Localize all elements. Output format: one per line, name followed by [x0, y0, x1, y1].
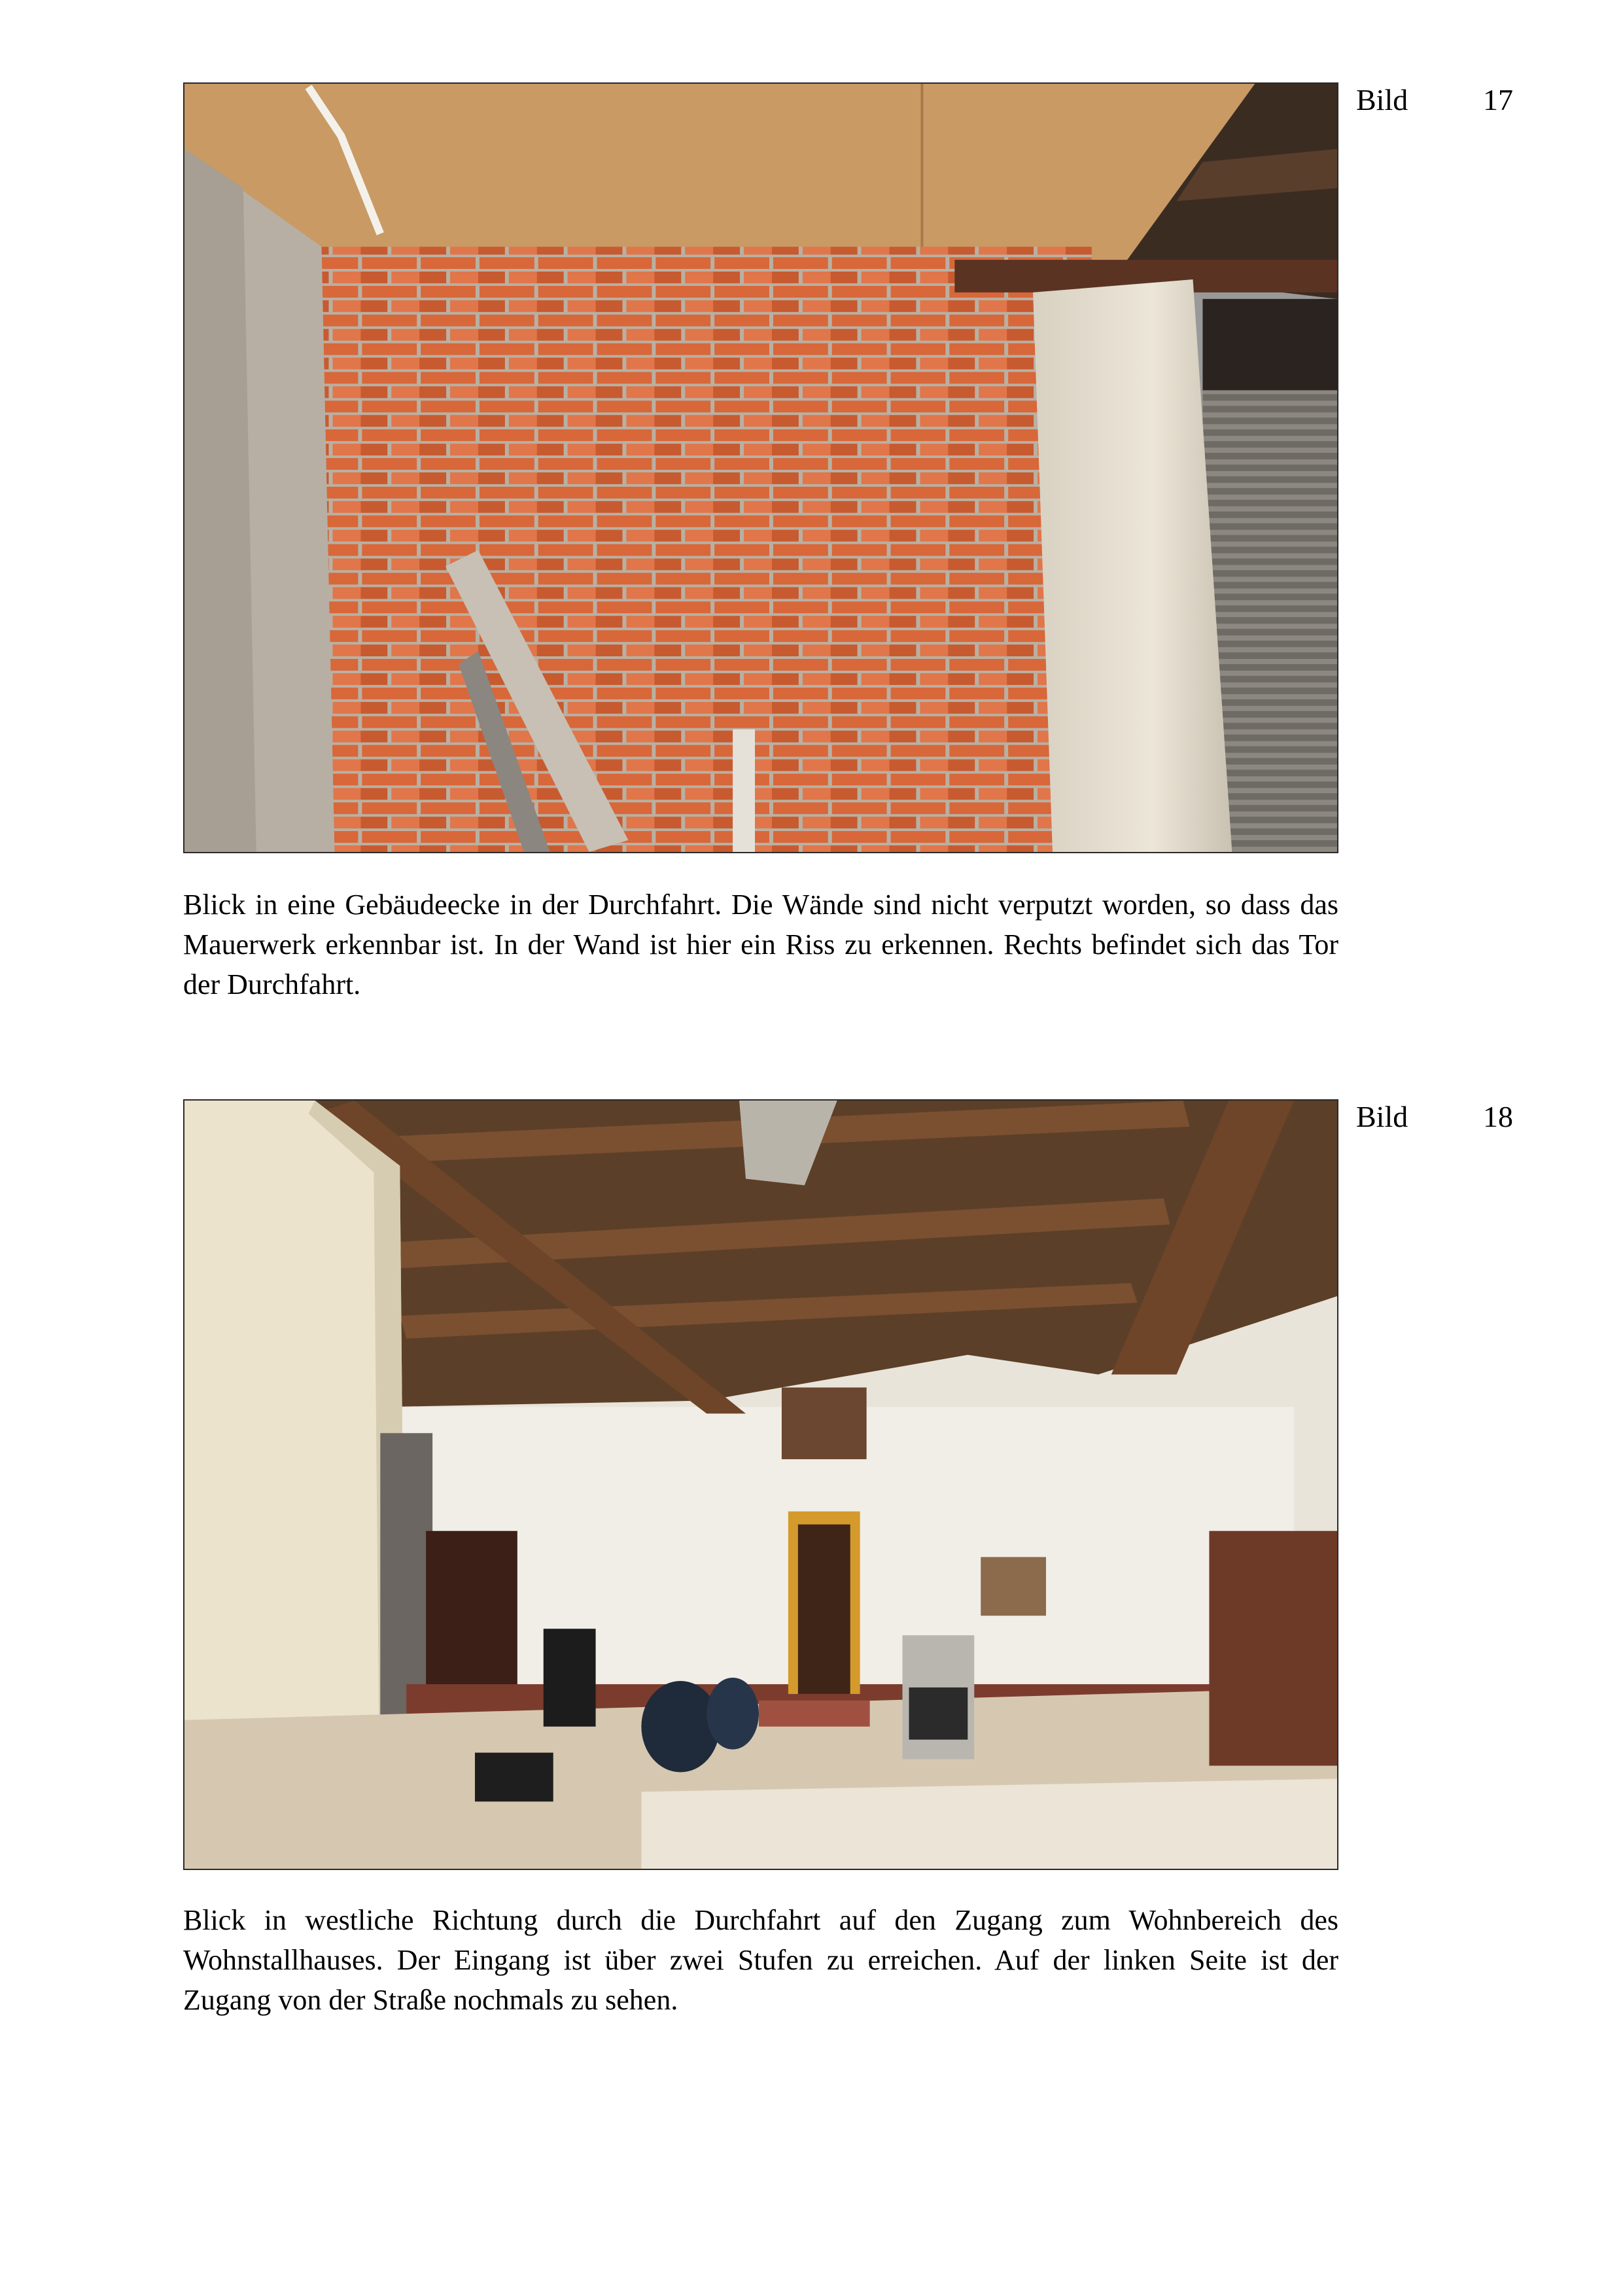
figure-label-text: Bild: [1356, 83, 1408, 116]
photo-passage-interior: [183, 1099, 1338, 1870]
figure-label: [1356, 82, 1513, 117]
figure-label: [1356, 1099, 1513, 1134]
figure-label-text: Bild: [1356, 1100, 1408, 1133]
figure-number: 17: [1483, 83, 1513, 116]
figure-caption: Blick in eine Gebäudeecke in der Durchfahrt. Die Wände sind nicht verputzt worden, so dass das Mauerwerk erkennbar ist. In der Wand ist hier ein Riss zu erkennen. Rechts befindet sich das Tor der Durchfahrt.: [183, 889, 1338, 1000]
figure-caption: Blick in westliche Richtung durch die Durchfahrt auf den Zugang zum Wohnbereich des Wohnstallhauses. Der Eingang ist über zwei Stufen zu erreichen. Auf der linken Seite ist der Zugang von der Straße nochmals zu sehen.: [183, 1904, 1338, 2016]
photo-brick-wall-corner: [183, 82, 1338, 853]
figure-number: 18: [1483, 1100, 1513, 1133]
